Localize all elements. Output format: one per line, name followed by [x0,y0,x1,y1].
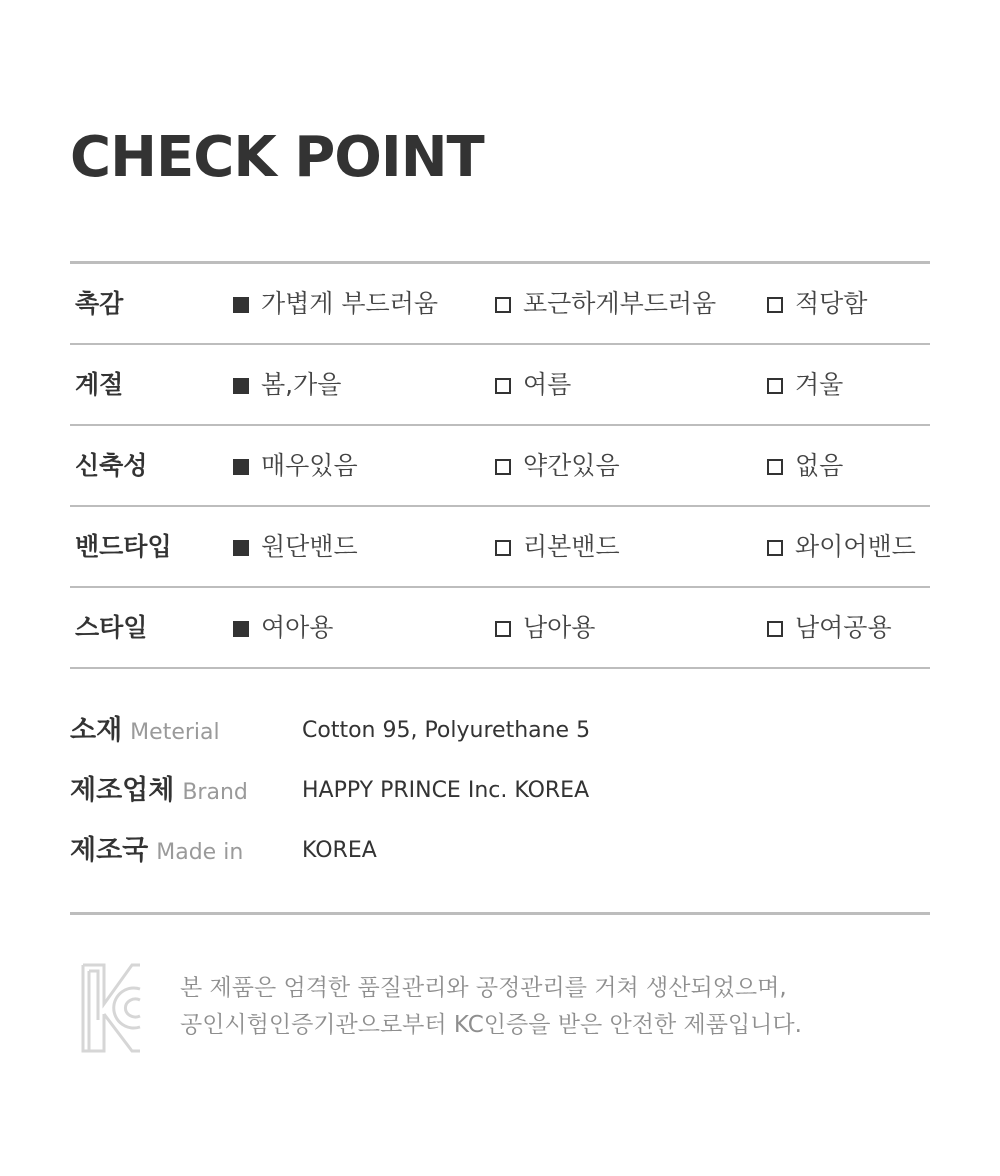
unchecked-box-icon [767,621,783,637]
unchecked-box-icon [495,297,511,313]
unchecked-box-icon [767,459,783,475]
spec-brand [70,771,930,811]
row-label: 스타일 [75,613,148,642]
checkpoint-row-season [70,345,930,426]
option-label: 겨울 [795,370,844,399]
notice-line-1: 본 제품은 엄격한 품질관리와 공정관리를 거쳐 생산되었으며, [180,975,787,1001]
spec-material [70,711,930,751]
row-label: 밴드타입 [75,532,172,561]
row-label: 계절 [75,370,124,399]
option-label: 원단밴드 [261,532,358,561]
option-label: 약간있음 [523,451,620,480]
spec-value: Cotton 95, Polyurethane 5 [302,718,591,743]
checkpoint-table [70,261,930,669]
checkpoint-row-texture [70,264,930,345]
unchecked-box-icon [495,459,511,475]
page-title: CHECK POINT [70,125,484,190]
spec-label-en: Made in [156,840,244,865]
checked-box-icon [233,378,249,394]
option-item [495,507,620,586]
option-item [495,426,620,505]
unchecked-box-icon [495,378,511,394]
option-label: 적당함 [795,289,868,318]
option-item [233,507,358,586]
checkpoint-row-stretch [70,426,930,507]
option-item [233,426,358,505]
option-item [767,345,843,424]
option-item [767,264,867,343]
option-item [233,588,333,667]
row-label: 신축성 [75,451,148,480]
checkpoint-row-band [70,507,930,588]
spec-label-ko: 제조업체 [70,775,175,806]
option-label: 매우있음 [261,451,358,480]
option-label: 포근하게부드러움 [523,289,717,318]
unchecked-box-icon [495,540,511,556]
checked-box-icon [233,297,249,313]
unchecked-box-icon [767,297,783,313]
kc-mark-icon [80,962,142,1054]
option-item [233,345,341,424]
unchecked-box-icon [767,540,783,556]
option-label: 남여공용 [795,613,892,642]
option-item [767,588,892,667]
option-label: 여름 [523,370,572,399]
spec-label-ko: 제조국 [70,835,149,866]
option-item [495,345,571,424]
spec-label-en: Brand [182,780,248,805]
checked-box-icon [233,540,249,556]
option-label: 없음 [795,451,844,480]
option-item [767,507,916,586]
kc-certification-notice [180,970,802,1044]
spec-made-in [70,831,930,871]
option-item [495,264,716,343]
checkpoint-row-style [70,588,930,669]
checked-box-icon [233,621,249,637]
option-label: 와이어밴드 [795,532,916,561]
spec-label-ko: 소재 [70,715,123,746]
spec-label-en: Meterial [130,720,220,745]
option-item [495,588,595,667]
notice-line-2: 공인시험인증기관으로부터 KC인증을 받은 안전한 제품입니다. [180,1012,802,1038]
option-label: 리본밴드 [523,532,620,561]
row-label: 촉감 [75,289,124,318]
section-divider [70,912,930,915]
unchecked-box-icon [495,621,511,637]
option-label: 남아용 [523,613,596,642]
option-label: 봄,가을 [261,370,342,399]
checked-box-icon [233,459,249,475]
option-item [233,264,438,343]
spec-value: KOREA [302,838,377,863]
option-label: 여아용 [261,613,334,642]
spec-value: HAPPY PRINCE Inc. KOREA [302,778,590,803]
unchecked-box-icon [767,378,783,394]
option-item [767,426,843,505]
option-label: 가볍게 부드러움 [261,289,438,318]
